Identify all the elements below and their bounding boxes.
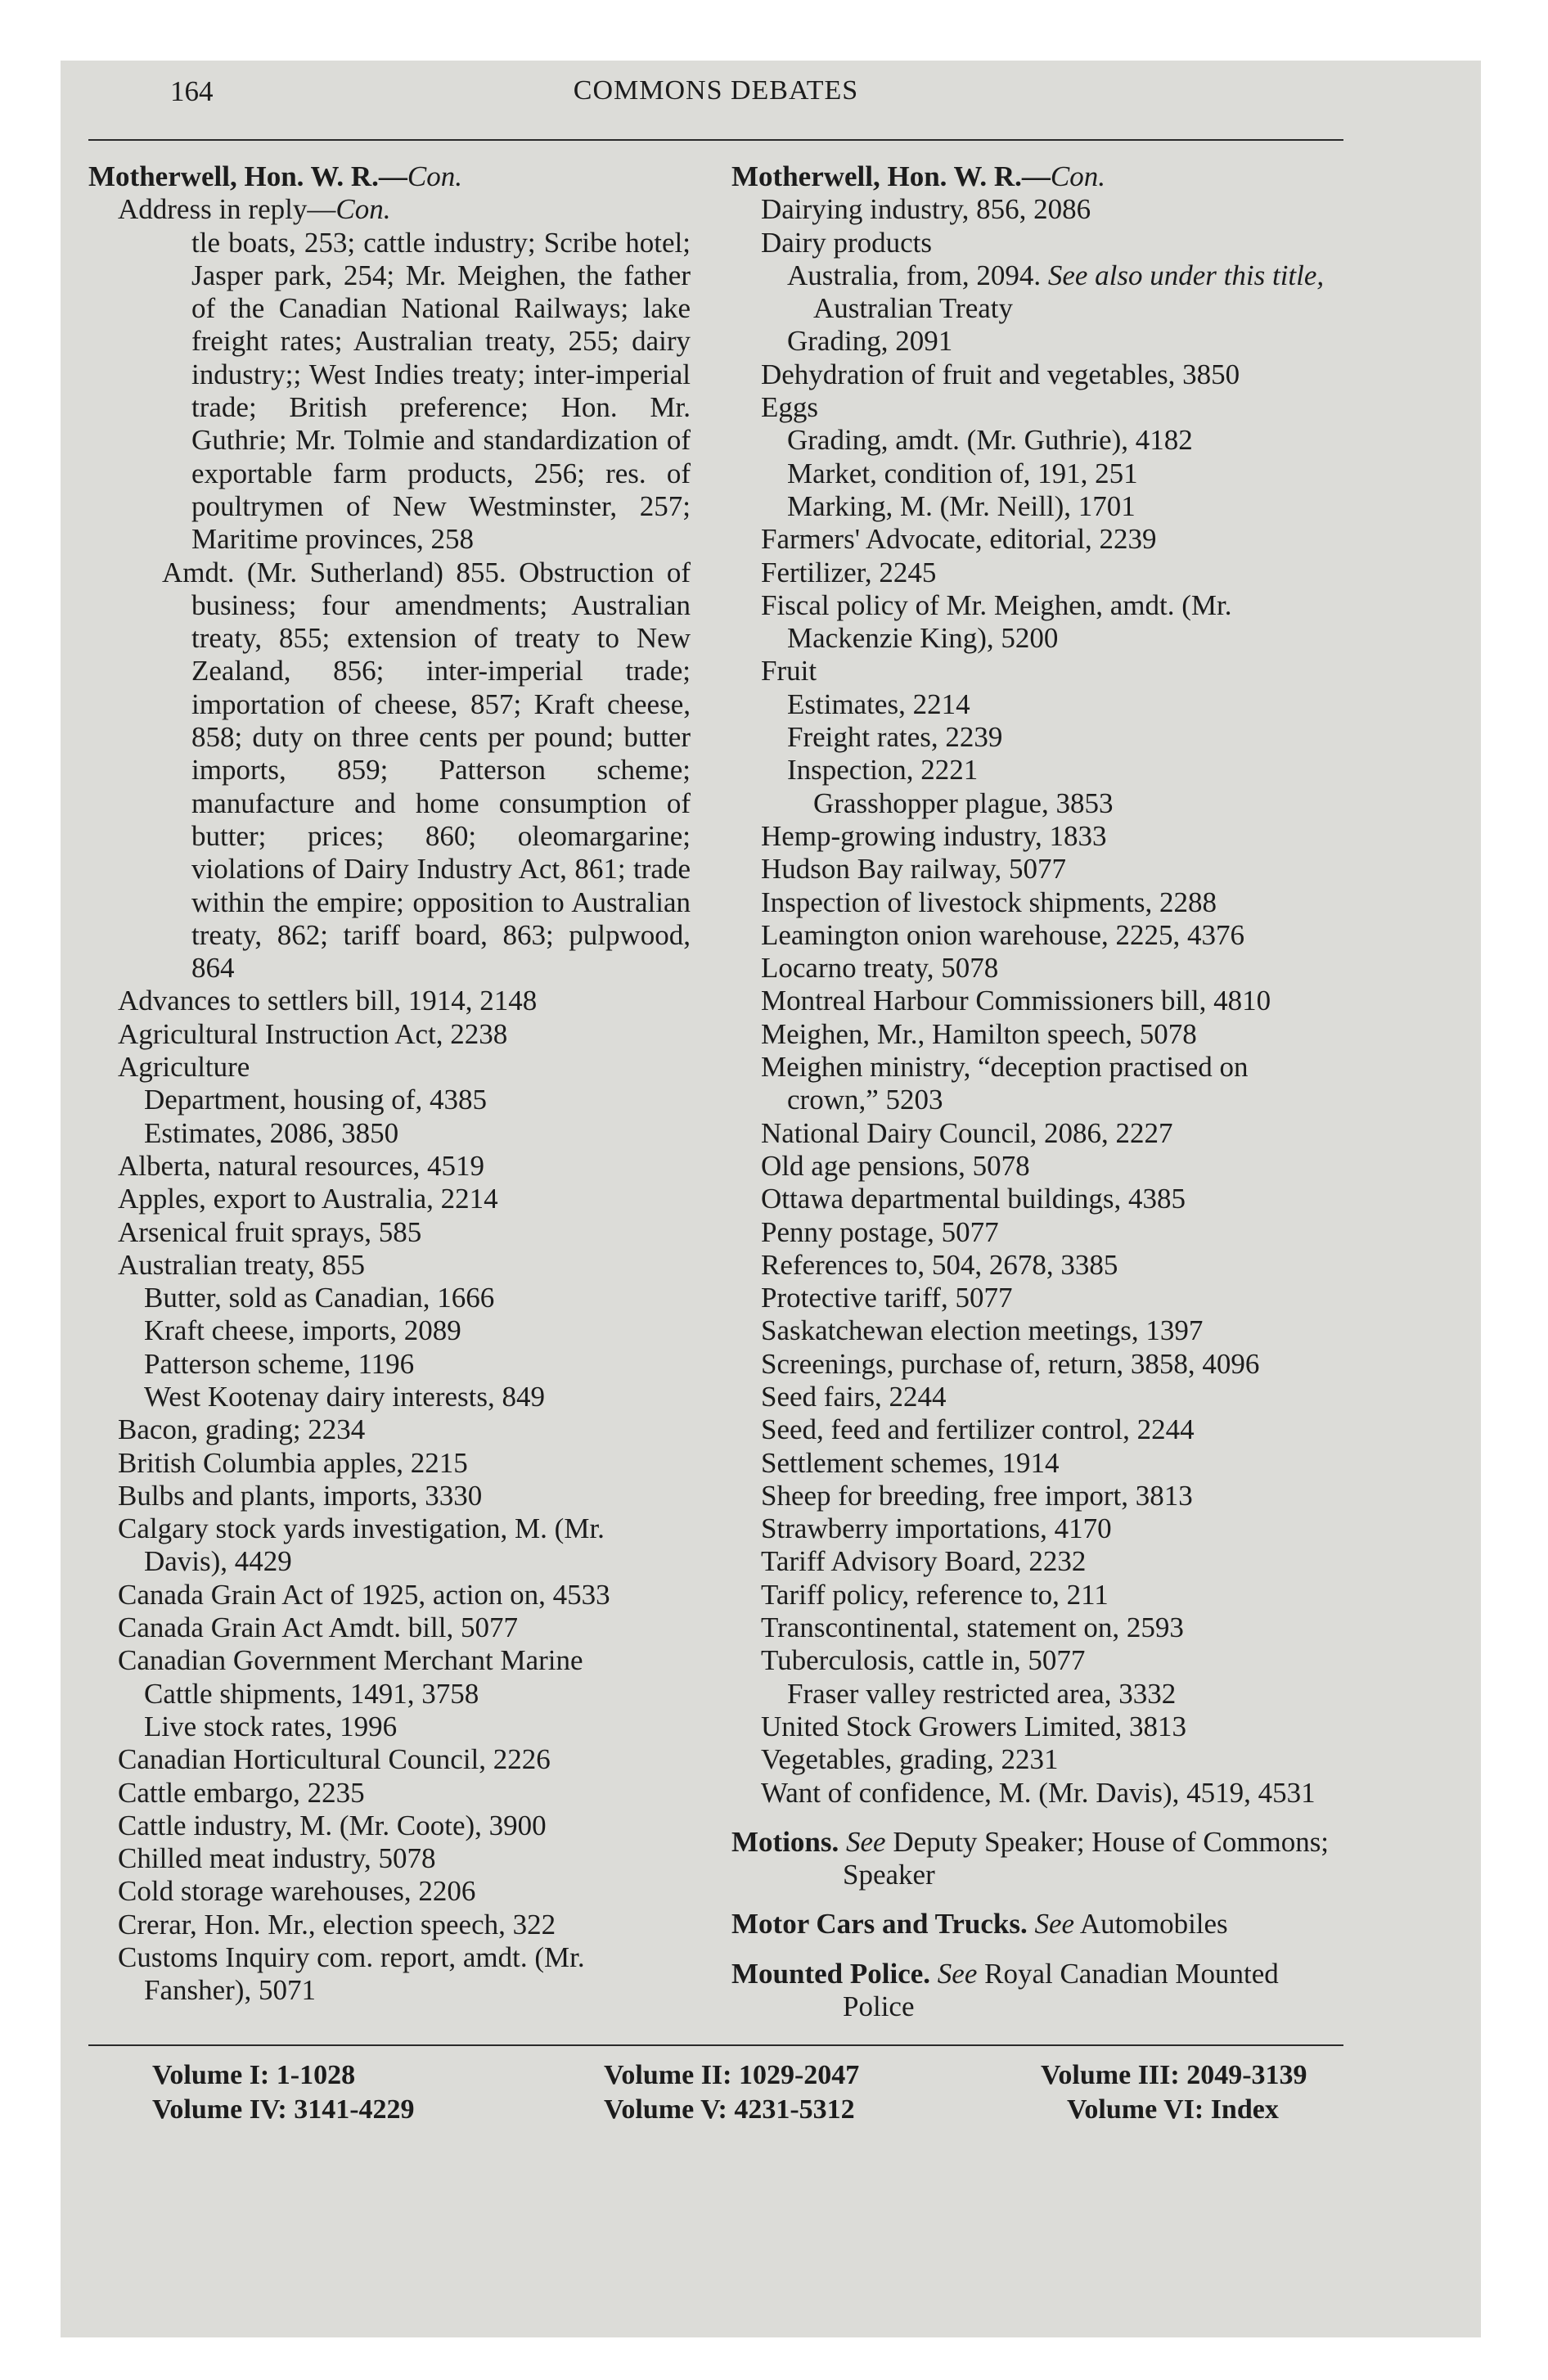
index-entry: Cold storage warehouses, 2206 [118, 1875, 476, 1908]
main-heading-entry: Motions. See Deputy Speaker; House of Commons; Speaker [731, 1825, 1330, 1891]
volume-5: Volume V: 4231-5312 [604, 2094, 855, 2125]
right-entry-list [731, 193, 1341, 1810]
index-entry: Bacon, grading; 2234 [118, 1413, 366, 1446]
index-entry: Alberta, natural resources, 4519 [118, 1149, 485, 1182]
index-column-left [88, 160, 691, 2008]
index-entry: Inspection, 2221 [787, 754, 979, 787]
index-entry: Tariff Advisory Board, 2232 [761, 1545, 1087, 1578]
index-entry: Ottawa departmental buildings, 4385 [761, 1183, 1186, 1215]
index-entry: Saskatchewan election meetings, 1397 [761, 1314, 1204, 1347]
index-entry: Meighen, Mr., Hamilton speech, 5078 [761, 1017, 1197, 1050]
page-number: 164 [170, 75, 214, 107]
index-entry: Meighen ministry, “deception practised on crown,” 5203 [761, 1051, 1249, 1116]
index-entry: Market, condition of, 191, 251 [787, 457, 1138, 489]
volume-2: Volume II: 1029-2047 [604, 2060, 860, 2090]
left-entry-list [88, 985, 691, 2007]
index-entry: Canada Grain Act Amdt. bill, 5077 [118, 1611, 518, 1644]
index-entry: Seed, feed and fertilizer control, 2244 [761, 1413, 1195, 1446]
main-heading-entry: Mounted Police. See Royal Canadian Mounted Police [731, 1957, 1279, 2023]
index-entry: Canada Grain Act of 1925, action on, 4533 [118, 1578, 610, 1611]
index-heading-continued: Motherwell, Hon. W. R.—Con. [731, 160, 1105, 192]
index-entry: Penny postage, 5077 [761, 1215, 999, 1248]
index-entry: West Kootenay dairy interests, 849 [144, 1380, 545, 1413]
index-entry: Inspection of livestock shipments, 2288 [761, 886, 1217, 918]
main-heading-entry: Motor Cars and Trucks. See Automobiles [731, 1908, 1228, 1941]
index-entry: Marking, M. (Mr. Neill), 1701 [787, 489, 1136, 522]
index-entry: National Dairy Council, 2086, 2227 [761, 1116, 1173, 1149]
index-entry: Australian treaty, 855 [118, 1248, 365, 1281]
index-entry: Settlement schemes, 1914 [761, 1446, 1060, 1479]
index-entry: Estimates, 2086, 3850 [144, 1116, 399, 1149]
address-description: tle boats, 253; cattle industry; Scribe hotel; Jasper park, 254; Mr. Meighen, the father of the Canadian National Railways; lake freight rates; Australian treaty, 255; dairy industry;; West Indies treaty; inter-imperial trade; British preference; Hon. Mr. Guthrie; Mr. Tolmie and standardization of exportable farm products, 256; res. of poultrymen of New Westminster, 257; Maritime provinces, 258 [191, 226, 691, 556]
index-entry: Grading, amdt. (Mr. Guthrie), 4182 [787, 424, 1193, 457]
index-entry: Farmers' Advocate, editorial, 2239 [761, 523, 1157, 556]
index-entry: Grasshopper plague, 3853 [813, 787, 1114, 819]
index-entry: Strawberry importations, 4170 [761, 1512, 1112, 1545]
index-entry: Vegetables, grading, 2231 [761, 1743, 1059, 1776]
index-entry: Agriculture [118, 1051, 250, 1084]
index-entry: Bulbs and plants, imports, 3330 [118, 1479, 483, 1512]
index-entry: Agricultural Instruction Act, 2238 [118, 1017, 508, 1050]
index-entry: Hudson Bay railway, 5077 [761, 853, 1066, 886]
index-entry: Cattle embargo, 2235 [118, 1776, 365, 1809]
subheading-address: Address in reply—Con. [118, 193, 391, 226]
index-entry: British Columbia apples, 2215 [118, 1446, 468, 1479]
index-entry: Estimates, 2214 [787, 687, 970, 720]
index-entry: Screenings, purchase of, return, 3858, 4096 [761, 1347, 1260, 1380]
index-entry: Locarno treaty, 5078 [761, 952, 999, 985]
volume-4: Volume IV: 3141-4229 [152, 2094, 415, 2125]
index-entry: United Stock Growers Limited, 3813 [761, 1710, 1187, 1742]
index-entry: Dairying industry, 856, 2086 [761, 193, 1091, 226]
index-entry: Customs Inquiry com. report, amdt. (Mr. Fansher), 5071 [118, 1941, 585, 2007]
index-entry: Tuberculosis, cattle in, 5077 [761, 1644, 1086, 1677]
index-entry: Kraft cheese, imports, 2089 [144, 1314, 461, 1347]
index-entry: Patterson scheme, 1196 [144, 1347, 415, 1380]
index-entry: Crerar, Hon. Mr., election speech, 322 [118, 1908, 556, 1941]
index-entry: Apples, export to Australia, 2214 [118, 1183, 498, 1215]
footer-rule [88, 2044, 1343, 2046]
page-header [90, 75, 1342, 108]
amendment-description: Amdt. (Mr. Sutherland) 855. Obstruction of business; four amendments; Australian treaty, 855; extension of treaty to New Zealand, 856; inter-imperial trade; importation of cheese, 857; Kraft cheese, 858; duty on three cents per pound; butter imports, 859; Patterson scheme; manufacture and home consumption of butter; prices; 860; oleomargarine; violations of Dairy Industry Act, 861; trade within the empire; opposition to Australian treaty, 862; tariff board, 863; pulpwood, 864 [162, 556, 691, 985]
index-entry: Tariff policy, reference to, 211 [761, 1578, 1109, 1611]
index-entry: Advances to settlers bill, 1914, 2148 [118, 985, 538, 1017]
index-entry: Seed fairs, 2244 [761, 1380, 947, 1413]
index-column-right [731, 160, 1341, 2023]
index-entry: Canadian Horticultural Council, 2226 [118, 1743, 551, 1776]
index-entry: Freight rates, 2239 [787, 721, 1003, 754]
index-entry: Sheep for breeding, free import, 3813 [761, 1479, 1193, 1512]
index-entry: Butter, sold as Canadian, 1666 [144, 1282, 495, 1314]
index-entry: Montreal Harbour Commissioners bill, 4810 [761, 985, 1271, 1017]
index-entry: Grading, 2091 [787, 325, 953, 358]
index-entry: Live stock rates, 1996 [144, 1710, 398, 1742]
index-entry: Hemp-growing industry, 1833 [761, 819, 1107, 852]
index-heading: Motherwell, Hon. W. R.—Con. [88, 160, 462, 192]
index-entry: References to, 504, 2678, 3385 [761, 1248, 1118, 1281]
index-entry: Arsenical fruit sprays, 585 [118, 1215, 422, 1248]
index-entry: Transcontinental, statement on, 2593 [761, 1611, 1184, 1644]
index-entry: Cattle industry, M. (Mr. Coote), 3900 [118, 1809, 547, 1841]
running-head: COMMONS DEBATES [573, 75, 859, 106]
volume-6: Volume VI: Index [1067, 2094, 1279, 2125]
index-entry: Calgary stock yards investigation, M. (Mr. Davis), 4429 [118, 1512, 605, 1578]
index-entry: Canadian Government Merchant Marine [118, 1644, 583, 1677]
index-entry: Leamington onion warehouse, 2225, 4376 [761, 918, 1245, 951]
index-entry: Chilled meat industry, 5078 [118, 1842, 436, 1875]
index-entry: Old age pensions, 5078 [761, 1149, 1030, 1182]
main-heading-list [731, 1826, 1341, 2023]
volume-3: Volume III: 2049-3139 [1041, 2060, 1307, 2090]
index-entry: Protective tariff, 5077 [761, 1282, 1013, 1314]
index-entry: Dairy products [761, 226, 932, 259]
index-entry: Dehydration of fruit and vegetables, 3850 [761, 358, 1240, 390]
index-entry: Department, housing of, 4385 [144, 1084, 487, 1116]
index-entry: Eggs [761, 391, 818, 424]
index-entry-australia: Australia, from, 2094. See also under this title, Australian Treaty [787, 259, 1325, 325]
index-entry: Fraser valley restricted area, 3332 [787, 1677, 1177, 1710]
index-entry: Fruit [761, 655, 817, 687]
volume-1: Volume I: 1-1028 [152, 2060, 356, 2090]
index-entry: Fiscal policy of Mr. Meighen, amdt. (Mr. Mackenzie King), 5200 [761, 588, 1232, 655]
index-entry: Want of confidence, M. (Mr. Davis), 4519, 4531 [761, 1776, 1316, 1809]
index-entry: Cattle shipments, 1491, 3758 [144, 1677, 479, 1710]
index-entry: Fertilizer, 2245 [761, 556, 937, 588]
header-rule [88, 139, 1343, 141]
